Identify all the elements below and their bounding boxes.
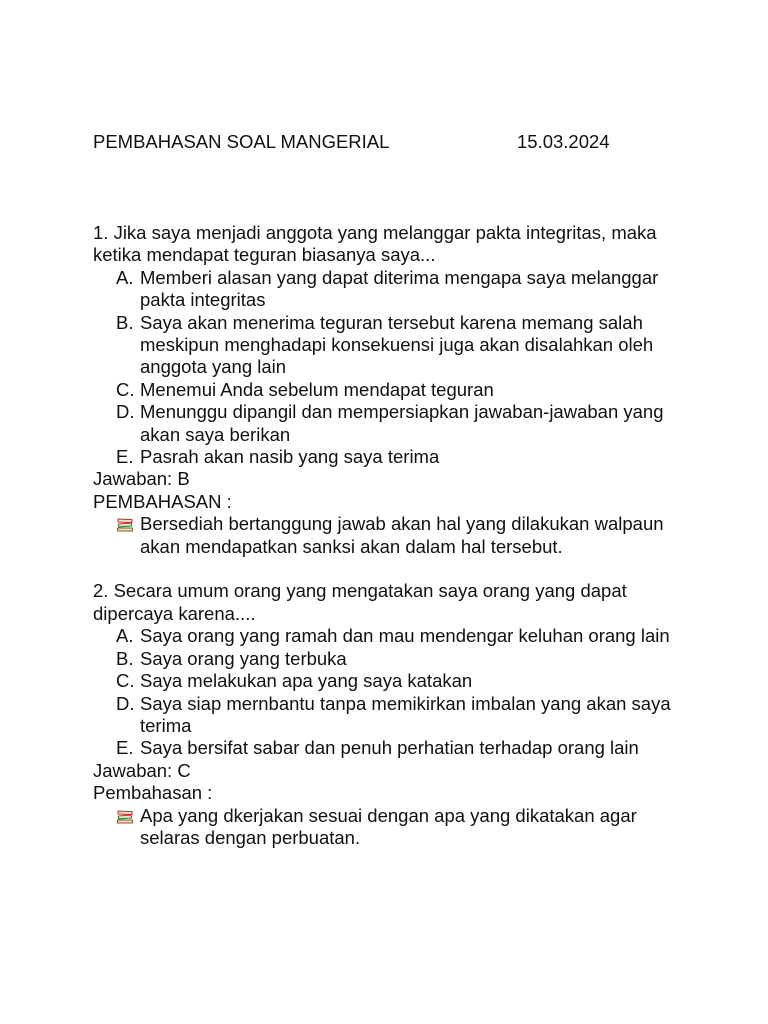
question-text: 2. Secara umum orang yang mengatakan saya orang yang dapat dipercaya karena....	[93, 580, 627, 624]
question-list	[93, 222, 683, 849]
option-text: Menemui Anda sebelum mendapat teguran	[140, 378, 494, 400]
discussion-item	[93, 513, 683, 558]
option-b	[93, 312, 683, 379]
discussion-text: Apa yang dkerjakan sesuai dengan apa yang dikatakan agar selaras dengan perbuatan.	[140, 804, 637, 848]
option-letter: C.	[116, 670, 135, 692]
option-text: Saya akan menerima teguran tersebut karena memang salah meskipun menghadapi konsekuensi juga akan disalahkan oleh anggota yang lain	[140, 311, 654, 378]
books-icon	[116, 518, 134, 532]
option-e	[93, 446, 683, 468]
option-text: Saya orang yang ramah dan mau mendengar keluhan orang lain	[140, 625, 670, 647]
option-d	[93, 693, 683, 738]
discussion-heading: Pembahasan :	[93, 782, 213, 804]
question-text: 1. Jika saya menjadi anggota yang melanggar pakta integritas, maka ketika mendapat teguran biasanya saya...	[93, 222, 657, 266]
answer-key: Jawaban: C	[93, 759, 191, 781]
option-text: Saya melakukan apa yang saya katakan	[140, 670, 473, 692]
option-c	[93, 670, 683, 692]
document-title: PEMBAHASAN SOAL MANGERIAL	[93, 131, 390, 152]
option-text: Pasrah akan nasib yang saya terima	[140, 446, 440, 468]
option-e	[93, 737, 683, 759]
option-list	[93, 625, 683, 759]
option-text: Saya siap mernbantu tanpa memikirkan imbalan yang akan saya terima	[140, 692, 671, 736]
option-a	[93, 267, 683, 312]
question-2	[93, 580, 683, 849]
option-d	[93, 401, 683, 446]
option-letter: B.	[116, 311, 134, 333]
discussion-item	[93, 805, 683, 850]
page-header	[93, 131, 653, 155]
question-1	[93, 222, 683, 558]
option-letter: A.	[116, 266, 134, 288]
option-letter: B.	[116, 647, 134, 669]
option-a	[93, 625, 683, 647]
discussion-heading: PEMBAHASAN :	[93, 490, 232, 512]
option-letter: E.	[116, 446, 134, 468]
option-letter: E.	[116, 737, 134, 759]
option-text: Menunggu dipangil dan mempersiapkan jawaban-jawaban yang akan saya berikan	[140, 401, 664, 445]
document-date: 15.03.2024	[517, 131, 610, 152]
option-text: Memberi alasan yang dapat diterima mengapa saya melanggar pakta integritas	[140, 266, 659, 311]
option-letter: D.	[116, 401, 135, 423]
option-letter: C.	[116, 378, 135, 400]
option-b	[93, 648, 683, 670]
option-text: Saya bersifat sabar dan penuh perhatian terhadap orang lain	[140, 737, 639, 759]
option-text: Saya orang yang terbuka	[140, 647, 347, 669]
option-letter: A.	[116, 625, 134, 647]
discussion-text: Bersediah bertanggung jawab akan hal yang dilakukan walpaun akan mendapatkan sanksi akan dalam hal tersebut.	[140, 513, 664, 557]
option-list	[93, 267, 683, 469]
answer-key: Jawaban: B	[93, 468, 190, 490]
option-c	[93, 379, 683, 401]
option-letter: D.	[116, 692, 135, 714]
books-icon	[116, 810, 134, 824]
spacer	[93, 558, 683, 580]
